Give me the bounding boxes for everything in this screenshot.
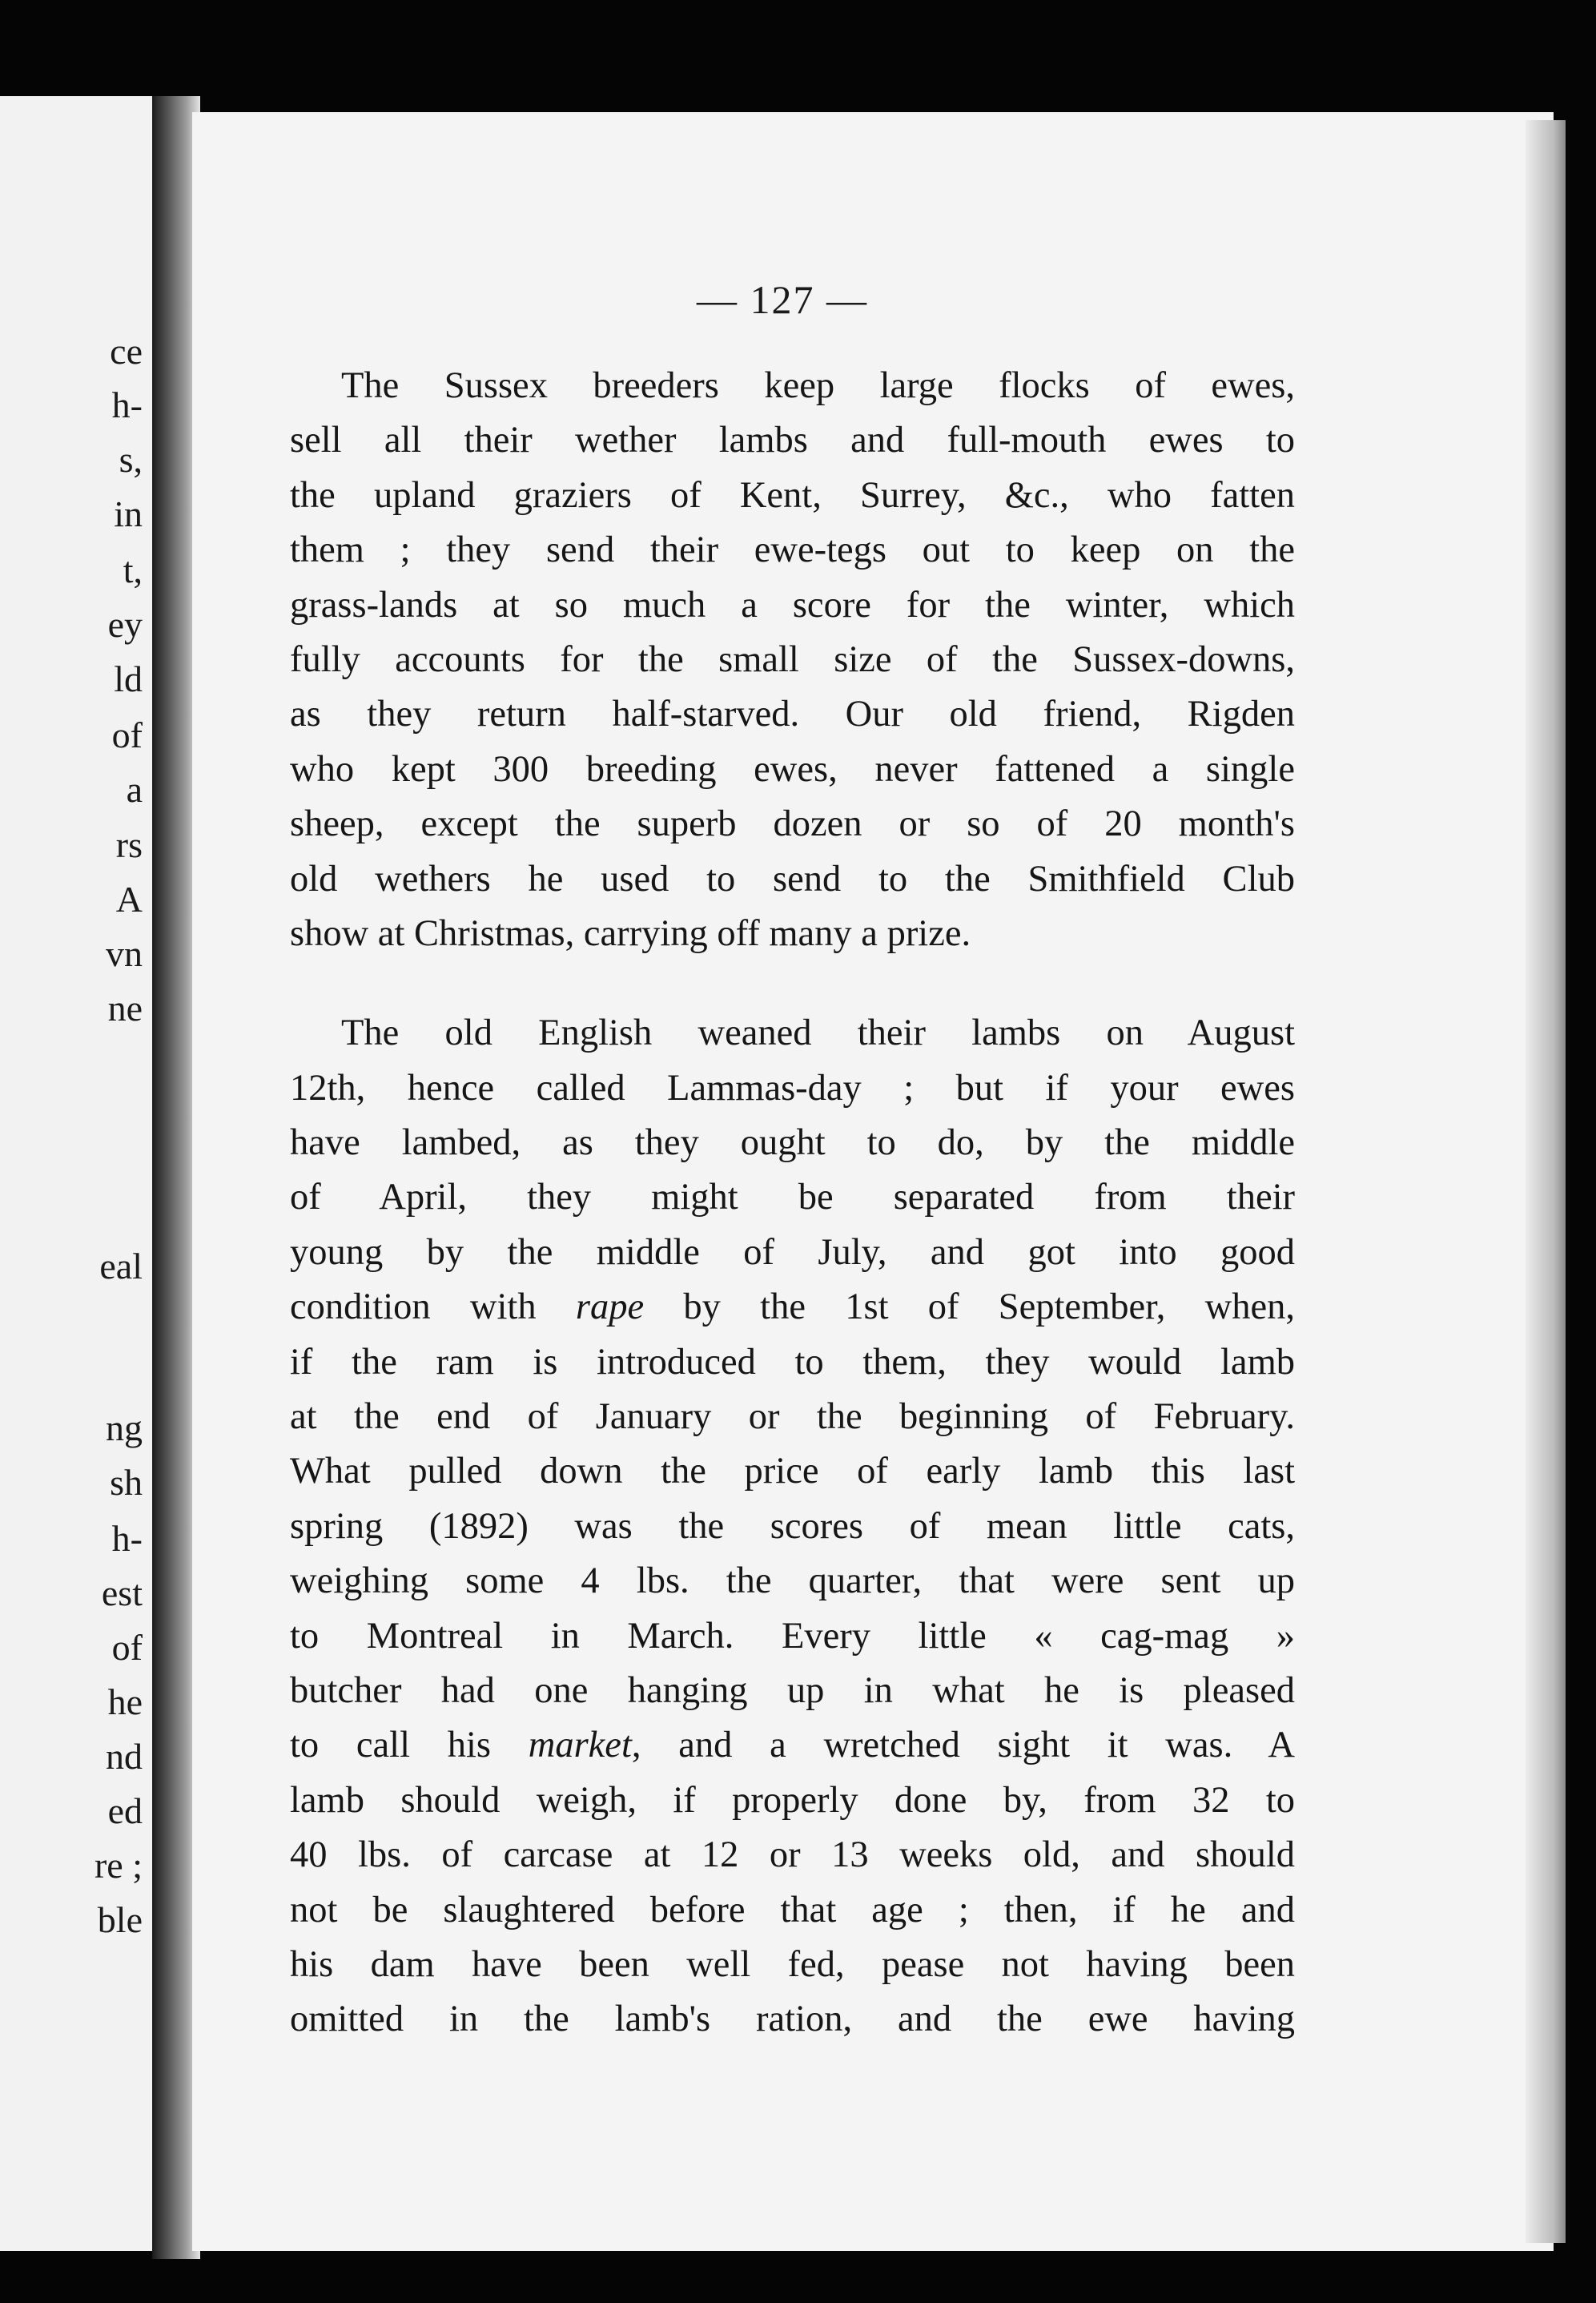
text-line: to call his market, and a wretched sight it was. A (290, 1725, 1295, 1766)
text-line: sell all their wether lambs and full-mouth ewes to (290, 420, 1295, 461)
text-line: show at Christmas, carrying off many a prize. (290, 912, 971, 954)
page-number: — 127 — (697, 277, 868, 322)
facing-page-text-fragment: nd (106, 1736, 143, 1777)
text-line: not be slaughtered before that age ; then, if he and (290, 1889, 1295, 1931)
text-line: spring (1892) was the scores of mean little cats, (290, 1505, 1295, 1547)
body-text (290, 359, 1295, 2047)
paragraph-gap (290, 961, 1295, 1006)
text-line: The old English weaned their lambs on August (341, 1013, 1295, 1054)
text-line: young by the middle of July, and got into good (290, 1231, 1295, 1273)
text-line: The Sussex breeders keep large flocks of ewes, (341, 365, 1295, 406)
text-line: weighing some 4 lbs. the quarter, that were sent up (290, 1560, 1295, 1602)
facing-page-text-fragment: a (126, 769, 143, 810)
facing-page-text-fragment: ne (107, 988, 143, 1029)
left-facing-page (0, 96, 160, 2251)
facing-page-text-fragment: ld (114, 658, 143, 699)
paragraph-1 (290, 359, 1295, 961)
page-edge-shadow (1526, 120, 1566, 2243)
facing-page-text-fragment: vn (106, 933, 143, 974)
text-line: 12th, hence called Lammas-day ; but if your ewes (290, 1067, 1295, 1109)
facing-page-text-fragment: h- (111, 1518, 143, 1559)
text-line: his dam have been well fed, pease not having been (290, 1943, 1295, 1985)
text-line: 40 lbs. of carcase at 12 or 13 weeks old, and should (290, 1834, 1295, 1876)
facing-page-text-fragment: s, (119, 439, 143, 480)
facing-page-text-fragment: ed (107, 1790, 143, 1831)
text-line: them ; they send their ewe-tegs out to keep on the (290, 529, 1295, 571)
text-line: omitted in the lamb's ration, and the ewe having (290, 1999, 1295, 2040)
facing-page-text-fragment: ng (106, 1407, 143, 1448)
text-line: What pulled down the price of early lamb this last (290, 1451, 1295, 1492)
facing-page-text-fragment: of (111, 1627, 143, 1668)
text-line: grass-lands at so much a score for the winter, which (290, 584, 1295, 626)
text-line: if the ram is introduced to them, they would lamb (290, 1341, 1295, 1383)
text-line: sheep, except the superb dozen or so of 20 month's (290, 803, 1295, 845)
text-line: the upland graziers of Kent, Surrey, &c., who fatten (290, 474, 1295, 516)
facing-page-text-fragment: eal (99, 1246, 143, 1286)
facing-page-text-fragment: sh (110, 1462, 143, 1503)
facing-page-text-fragment: est (101, 1572, 143, 1613)
text-line: old wethers he used to send to the Smithfield Club (290, 858, 1295, 900)
facing-page-text-fragment: ey (107, 604, 143, 645)
text-line: condition with rape by the 1st of September, when, (290, 1286, 1295, 1328)
text-line: at the end of January or the beginning of February. (290, 1396, 1295, 1438)
facing-page-text-fragment: he (107, 1681, 143, 1722)
facing-page-text-fragment: h- (111, 385, 143, 425)
italic-word: rape (575, 1286, 645, 1328)
text-line: have lambed, as they ought to do, by the middle (290, 1122, 1295, 1164)
text-line: to Montreal in March. Every little « cag-mag » (290, 1615, 1295, 1657)
text-line: butcher had one hanging up in what he is pleased (290, 1669, 1295, 1711)
italic-word: market (528, 1725, 632, 1766)
text-line: who kept 300 breeding ewes, never fattened a single (290, 748, 1295, 790)
facing-page-text-fragment: re ; (94, 1845, 143, 1886)
text-line: fully accounts for the small size of the Sussex-downs, (290, 638, 1295, 680)
facing-page-text-fragment: t, (123, 550, 143, 590)
text-line: lamb should weigh, if properly done by, from 32 to (290, 1779, 1295, 1821)
text-line: as they return half-starved. Our old friend, Rigden (290, 694, 1295, 735)
text-line: of April, they might be separated from their (290, 1177, 1295, 1218)
facing-page-text-fragment: in (114, 493, 143, 534)
facing-page-text-fragment: rs (115, 824, 143, 865)
facing-page-text-fragment: A (115, 879, 143, 920)
facing-page-text-fragment: ce (110, 331, 143, 372)
facing-page-text-fragment: of (111, 715, 143, 755)
paragraph-2 (290, 1006, 1295, 2047)
facing-page-text-fragment: ble (97, 1899, 143, 1940)
